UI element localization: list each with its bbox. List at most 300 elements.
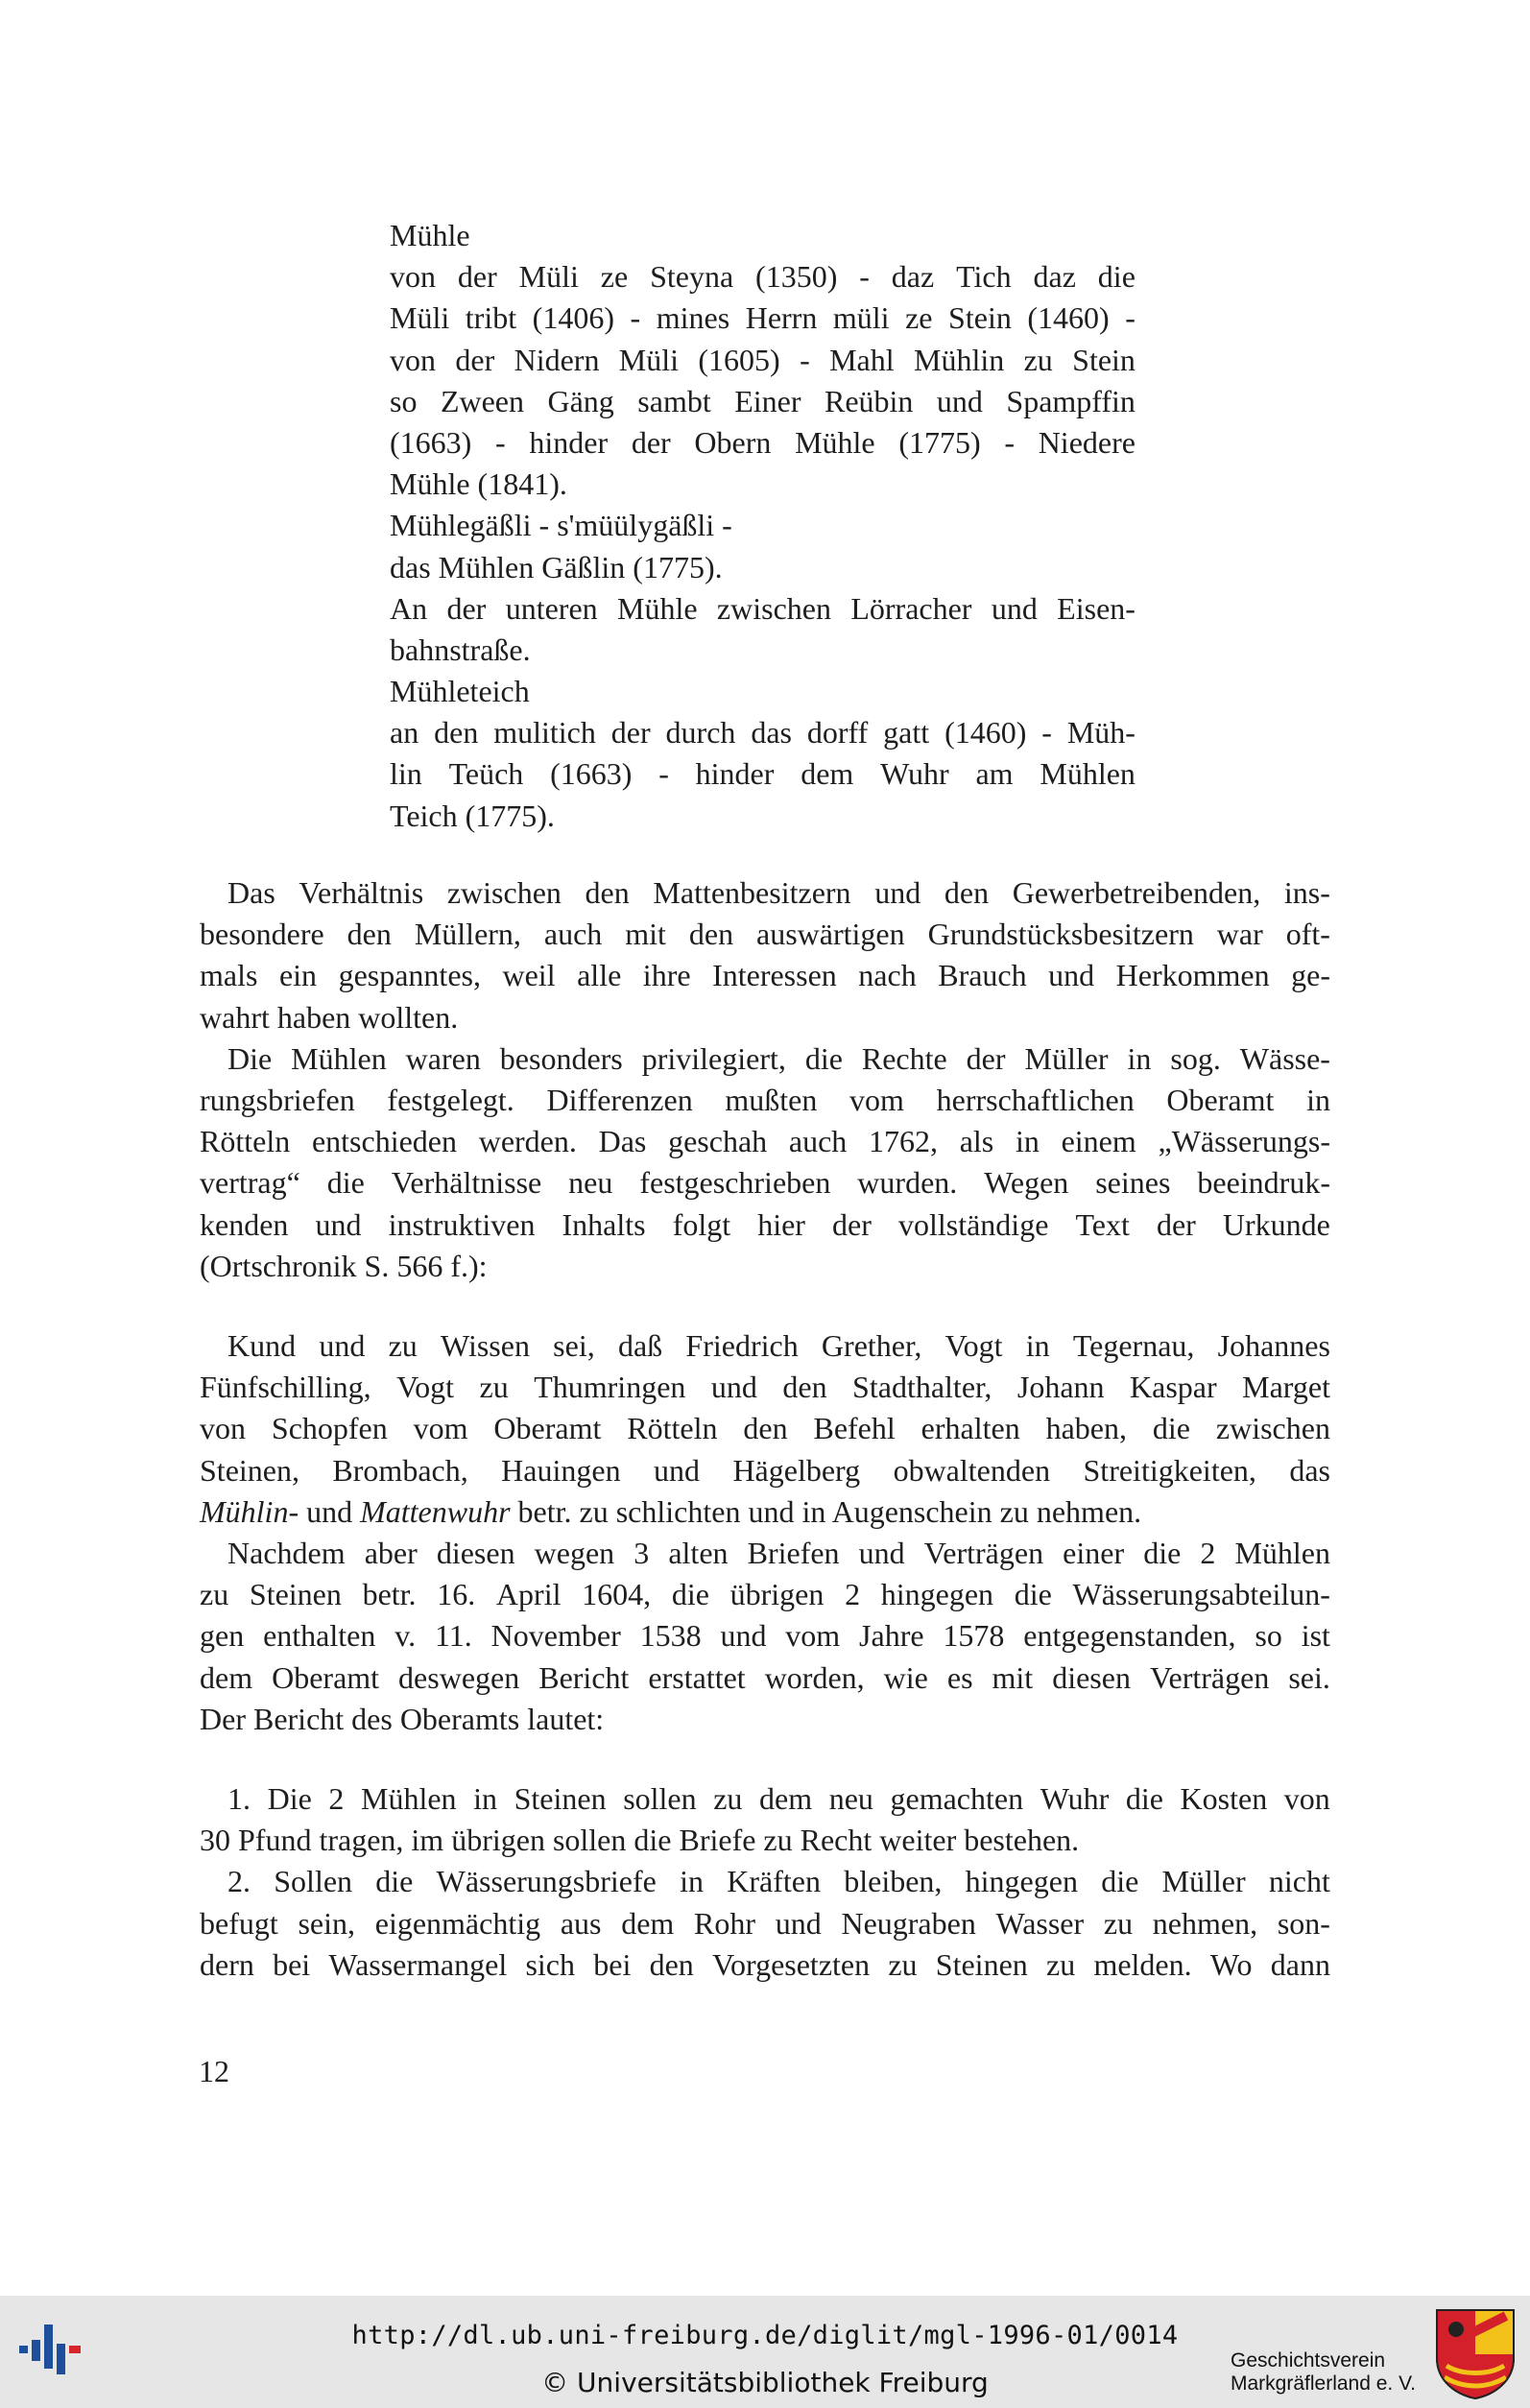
word: die	[375, 1864, 414, 1899]
word: -	[1004, 424, 1015, 460]
word: 3	[634, 1535, 650, 1570]
word: besondere	[200, 917, 324, 952]
word: zwischen	[1215, 1411, 1330, 1446]
line-text: Mühleteich	[390, 674, 530, 709]
word: Neugraben	[841, 1905, 976, 1941]
text-line	[390, 256, 1136, 298]
text-line	[390, 547, 1136, 588]
word: Stein	[948, 300, 1012, 336]
word: 1578	[943, 1618, 1005, 1654]
italic-term: Mattenwuhr	[360, 1493, 511, 1529]
word: es	[946, 1659, 973, 1695]
italic-term: Mühlin-	[200, 1493, 299, 1529]
word: Steinen	[514, 1781, 607, 1816]
word: den	[743, 1411, 788, 1446]
word: besonders	[499, 1040, 623, 1076]
text-line	[200, 1657, 1330, 1699]
word: Friedrich	[685, 1328, 799, 1363]
word: einer	[1063, 1535, 1125, 1570]
text-line	[390, 340, 1136, 381]
text-line	[390, 505, 1136, 546]
text-line	[200, 1615, 1330, 1657]
word: Oberamt	[1166, 1082, 1275, 1117]
text-line	[390, 753, 1136, 795]
word: sei,	[553, 1328, 595, 1363]
text-line	[200, 1325, 1330, 1367]
word: zu	[1103, 1905, 1134, 1941]
word: und	[936, 383, 983, 418]
word: Wasser	[995, 1905, 1085, 1941]
word: seines	[1095, 1165, 1171, 1201]
text-line	[390, 381, 1136, 422]
line-text: Mühlegäßli - s'müülygäßli -	[390, 508, 732, 543]
word: Müllern,	[414, 917, 521, 952]
word: Die	[227, 1040, 273, 1076]
word: rungsbriefen	[200, 1082, 355, 1117]
word: Briefen	[747, 1535, 840, 1570]
word: (1460)	[944, 715, 1027, 751]
word: am	[975, 756, 1014, 792]
word: privilegiert,	[641, 1040, 786, 1076]
word: befugt	[200, 1905, 278, 1941]
word: neu	[828, 1781, 873, 1816]
word: der	[455, 342, 495, 377]
word: ins-	[1283, 875, 1330, 910]
word: den	[944, 875, 990, 910]
word: die	[326, 1165, 365, 1201]
word: Marget	[1242, 1370, 1330, 1405]
word: und	[710, 1370, 757, 1405]
word: Müh-	[1066, 715, 1136, 751]
text-line	[390, 712, 1136, 753]
text-line	[200, 1038, 1330, 1080]
word: Zween	[440, 383, 524, 418]
word: so	[390, 383, 418, 418]
paragraph-report-points	[200, 1778, 1330, 1986]
word: Fünfschilling,	[200, 1370, 371, 1405]
word: mulitich	[493, 715, 596, 751]
word: den	[347, 917, 392, 952]
word: zu	[713, 1781, 743, 1816]
word: haben,	[1045, 1411, 1127, 1446]
text-line	[390, 422, 1136, 464]
word: Spampffin	[1006, 383, 1136, 418]
word: Mühlen	[360, 1781, 457, 1816]
word: lin	[390, 756, 422, 792]
word: Das	[227, 875, 275, 910]
word: „Wässerungs-	[1158, 1124, 1330, 1159]
word: hingegen	[965, 1864, 1078, 1899]
word: wie	[883, 1659, 928, 1695]
word: dem	[801, 756, 854, 792]
word: Wegen	[984, 1165, 1069, 1201]
word: Jahre	[859, 1618, 924, 1654]
word: nach	[858, 958, 917, 993]
word: und	[720, 1618, 767, 1654]
word: 1762,	[868, 1124, 938, 1159]
word: den	[688, 917, 734, 952]
word: Verträgen	[1149, 1659, 1270, 1695]
word: geschah	[668, 1124, 768, 1159]
word: November	[490, 1618, 621, 1654]
word: der	[457, 259, 497, 295]
word: Die	[267, 1781, 312, 1816]
word: 2	[845, 1577, 861, 1612]
word: erstattet	[648, 1659, 746, 1695]
word: obwaltenden	[893, 1452, 1051, 1488]
word: Wässerungsbriefe	[436, 1864, 657, 1899]
word: dem	[621, 1905, 675, 1941]
text-line	[200, 1408, 1330, 1449]
text-line	[200, 914, 1330, 955]
word: Herrn	[745, 300, 818, 336]
word: -	[495, 424, 506, 460]
word: erhalten	[920, 1411, 1020, 1446]
paragraph-relationship	[200, 872, 1330, 1287]
word: von	[200, 1411, 246, 1446]
word: die	[1125, 1781, 1163, 1816]
word: Müli	[618, 342, 680, 377]
paragraph-document-intro	[200, 1325, 1330, 1740]
text-line	[200, 1121, 1330, 1162]
word: enthalten	[263, 1618, 376, 1654]
word: sambt	[637, 383, 711, 418]
word: (1350)	[755, 259, 838, 295]
word: den	[585, 875, 630, 910]
word: Urkunde	[1222, 1206, 1330, 1242]
word: Interessen	[712, 958, 837, 993]
word: instruktiven	[388, 1206, 536, 1242]
word: (1406)	[532, 300, 614, 336]
text-line	[200, 1574, 1330, 1615]
word: mines	[656, 300, 730, 336]
text-line	[200, 1944, 1330, 1986]
footer-url-link[interactable]: http://dl.ub.uni-freiburg.de/diglit/mgl-1996-01/0014	[351, 2321, 1179, 2350]
word: 1.	[227, 1781, 251, 1816]
word: oft-	[1285, 917, 1330, 952]
text-segment: und	[299, 1493, 361, 1529]
word: 1604,	[582, 1577, 652, 1612]
word: Steyna	[650, 259, 734, 295]
word: zu	[1023, 342, 1053, 377]
word: zu	[1046, 1946, 1076, 1982]
word: und	[858, 1535, 905, 1570]
word: alten	[668, 1535, 729, 1570]
word: (1460)	[1027, 300, 1110, 336]
word: sei.	[1288, 1659, 1330, 1695]
word: 2	[328, 1781, 345, 1816]
word: Vogt	[396, 1370, 455, 1405]
word: Müller	[1024, 1040, 1109, 1076]
society-name-line1: Geschichtsverein	[1231, 2349, 1386, 2372]
text-line	[390, 215, 1136, 256]
word: 2	[1200, 1535, 1216, 1570]
word: April	[495, 1577, 562, 1612]
word: Rötteln	[627, 1411, 718, 1446]
word: melden.	[1093, 1946, 1192, 1982]
word: -	[1041, 715, 1052, 751]
word: Oberamt	[272, 1659, 380, 1695]
line-text: (Ortschronik S. 566 f.):	[200, 1248, 488, 1283]
word: ihre	[642, 958, 691, 993]
line-text: das Mühlen Gäßlin (1775).	[390, 549, 723, 584]
word: Kräften	[727, 1864, 821, 1899]
word: und	[991, 590, 1038, 626]
word: gespanntes,	[338, 958, 481, 993]
word: zu	[888, 1946, 918, 1982]
word: werden.	[478, 1124, 577, 1159]
society-name-line2: Markgräflerland e. V.	[1231, 2372, 1416, 2395]
text-line	[390, 298, 1136, 339]
word: die	[1101, 1864, 1139, 1899]
word: mußten	[725, 1082, 818, 1117]
word: die	[804, 1040, 843, 1076]
text-line	[390, 671, 1136, 712]
word: Lörracher	[850, 590, 972, 626]
word: Kaspar	[1130, 1370, 1217, 1405]
text-line	[200, 1778, 1330, 1820]
word: Wuhr	[880, 756, 949, 792]
word: die	[1014, 1577, 1052, 1612]
word: Rötteln	[200, 1124, 291, 1159]
word: durch	[665, 715, 736, 751]
word: zu	[479, 1370, 509, 1405]
word: -	[1125, 300, 1136, 336]
word: entschieden	[311, 1124, 457, 1159]
word: sein,	[298, 1905, 356, 1941]
word: Grundstücksbesitzern	[927, 917, 1194, 952]
word: Johannes	[1217, 1328, 1330, 1363]
society-name	[1231, 2349, 1416, 2396]
word: Gewerbetreibenden,	[1012, 875, 1261, 910]
word: Verhältnis	[299, 875, 424, 910]
word: Herkommen	[1115, 958, 1270, 993]
word: Verhältnisse	[391, 1165, 542, 1201]
word: zu	[200, 1577, 229, 1612]
word: (1663)	[390, 424, 472, 460]
word: Verträgen	[923, 1535, 1044, 1570]
text-line	[200, 1204, 1330, 1246]
word: das	[751, 715, 792, 751]
word: der	[966, 1040, 1006, 1076]
word: son-	[1277, 1905, 1330, 1941]
word: Wässerungsabteilun-	[1072, 1577, 1330, 1612]
line-text: Mühle	[390, 218, 470, 252]
word: dem	[759, 1781, 813, 1816]
line-text: Der Bericht des Oberamts lautet:	[200, 1701, 605, 1736]
word: in	[1127, 1040, 1152, 1076]
text-line	[200, 997, 1330, 1038]
word: und	[319, 1328, 366, 1363]
word: bei	[273, 1946, 311, 1982]
word: vollständige	[897, 1206, 1049, 1242]
word: Wo	[1209, 1946, 1253, 1982]
word: vertrag“	[200, 1165, 300, 1201]
word: eigenmächtig	[374, 1905, 541, 1941]
word: Mühlen	[291, 1040, 387, 1076]
word: hingegen	[880, 1577, 994, 1612]
word: der	[446, 590, 487, 626]
word: dorff	[806, 715, 869, 751]
word: festgeschrieben	[639, 1165, 831, 1201]
word: folgt	[672, 1206, 731, 1242]
word: waren	[405, 1040, 481, 1076]
word: Oberamt	[493, 1411, 602, 1446]
word: Rohr	[694, 1905, 756, 1941]
word: Nachdem	[227, 1535, 346, 1570]
word: sich	[525, 1946, 575, 1982]
text-line	[390, 588, 1136, 630]
word: hinder	[529, 424, 609, 460]
word: gemachten	[890, 1781, 1024, 1816]
word: ze	[905, 300, 933, 336]
text-line	[200, 1861, 1330, 1902]
word: -	[859, 259, 870, 295]
text-line	[200, 1367, 1330, 1408]
word: deswegen	[398, 1659, 520, 1695]
word: und	[654, 1452, 700, 1488]
word: wegen	[534, 1535, 615, 1570]
page-number: 12	[199, 2054, 229, 2088]
indented-glossary-block	[390, 215, 1136, 837]
word: nehmen,	[1152, 1905, 1258, 1941]
word: Reübin	[824, 383, 914, 418]
word: herrschaftlichen	[936, 1082, 1135, 1117]
word: zwischen	[446, 875, 562, 910]
word: ze	[600, 259, 629, 295]
word: Eisen-	[1057, 590, 1136, 626]
word: Müller	[1161, 1864, 1246, 1899]
text-line	[200, 955, 1330, 996]
footer-copyright: © Universitätsbibliothek Freiburg	[541, 2367, 989, 2398]
word: zu	[388, 1328, 418, 1363]
text-line	[200, 1699, 1330, 1740]
word: (1775)	[898, 424, 981, 460]
word: Stadthalter,	[852, 1370, 992, 1405]
word: -	[630, 300, 641, 336]
word: bleiben,	[844, 1864, 943, 1899]
word: diesen	[1052, 1659, 1131, 1695]
word: Kosten	[1180, 1781, 1268, 1816]
text-line	[390, 630, 1136, 671]
word: Steinen,	[200, 1452, 299, 1488]
word: Müli	[518, 259, 579, 295]
word: Johann	[1016, 1370, 1105, 1405]
word: Streitigkeiten,	[1083, 1452, 1256, 1488]
line-text: 30 Pfund tragen, im übrigen sollen die Briefe zu Recht weiter bestehen.	[200, 1823, 1080, 1858]
text-line	[200, 1246, 1330, 1287]
word: aus	[560, 1905, 602, 1941]
line-text: Mühle (1841).	[390, 466, 567, 502]
word: ein	[278, 958, 318, 993]
word: unteren	[505, 590, 598, 626]
word: der	[610, 715, 651, 751]
line-text: Teich (1775).	[390, 798, 555, 833]
word: dann	[1270, 1946, 1330, 1982]
word: zwischen	[716, 590, 831, 626]
word: und	[874, 875, 921, 910]
word: aber	[364, 1535, 418, 1570]
word: tribt	[465, 300, 517, 336]
word: (1663)	[550, 756, 633, 792]
word: in	[1306, 1082, 1330, 1117]
word: alle	[577, 958, 622, 993]
word: Vogt	[944, 1328, 1003, 1363]
word: kenden	[200, 1206, 289, 1242]
word: worden,	[764, 1659, 865, 1695]
word: Brauch	[938, 958, 1027, 993]
word: mit	[992, 1659, 1034, 1695]
word: in	[1025, 1328, 1050, 1363]
word: von	[390, 259, 436, 295]
word: der	[1156, 1206, 1196, 1242]
society-crest-icon	[1435, 2308, 1516, 2400]
word: Das	[598, 1124, 647, 1159]
word: den	[434, 715, 479, 751]
word: Einer	[734, 383, 801, 418]
word: Mühlen	[1040, 756, 1136, 792]
word: Befehl	[813, 1411, 896, 1446]
word: vom	[849, 1082, 904, 1117]
word: -	[800, 342, 810, 377]
word: Wassermangel	[328, 1946, 508, 1982]
word: einem	[1061, 1124, 1136, 1159]
word: festgelegt.	[387, 1082, 514, 1117]
word: Mahl	[829, 342, 895, 377]
word: Bericht	[538, 1659, 630, 1695]
text-line	[200, 1491, 1330, 1533]
word: und	[775, 1905, 822, 1941]
word: mals	[200, 958, 258, 993]
word: Mühle	[795, 424, 875, 460]
word: Niedere	[1038, 424, 1136, 460]
word: Rechte	[861, 1040, 947, 1076]
word: Sollen	[274, 1864, 353, 1899]
text-line	[390, 464, 1136, 505]
word: als	[959, 1124, 994, 1159]
word: Wissen	[441, 1328, 530, 1363]
word: Wuhr	[1040, 1781, 1110, 1816]
word: betr.	[362, 1577, 417, 1612]
word: die	[671, 1577, 709, 1612]
word: Nidern	[514, 342, 600, 377]
word: wurden.	[857, 1165, 958, 1201]
word: Text	[1075, 1206, 1130, 1242]
text-line	[200, 1162, 1330, 1204]
word: übrigen	[729, 1577, 825, 1612]
word: auch	[543, 917, 603, 952]
word: v.	[394, 1618, 417, 1654]
word: An	[390, 590, 428, 626]
word: gatt	[883, 715, 930, 751]
word: war	[1216, 917, 1263, 952]
word: ist	[1301, 1618, 1330, 1654]
word: Gäng	[547, 383, 614, 418]
text-line	[390, 796, 1136, 837]
word: vom	[785, 1618, 841, 1654]
word: Steinen	[935, 1946, 1028, 1982]
word: dern	[200, 1946, 254, 1982]
word: so	[1255, 1618, 1282, 1654]
word: hier	[757, 1206, 805, 1242]
word: Hauingen	[501, 1452, 621, 1488]
word: die	[1097, 259, 1136, 295]
word: das	[1289, 1452, 1330, 1488]
word: Thumringen	[534, 1370, 686, 1405]
word: von	[1283, 1781, 1330, 1816]
word: ge-	[1291, 958, 1330, 993]
word: beeindruk-	[1197, 1165, 1330, 1201]
